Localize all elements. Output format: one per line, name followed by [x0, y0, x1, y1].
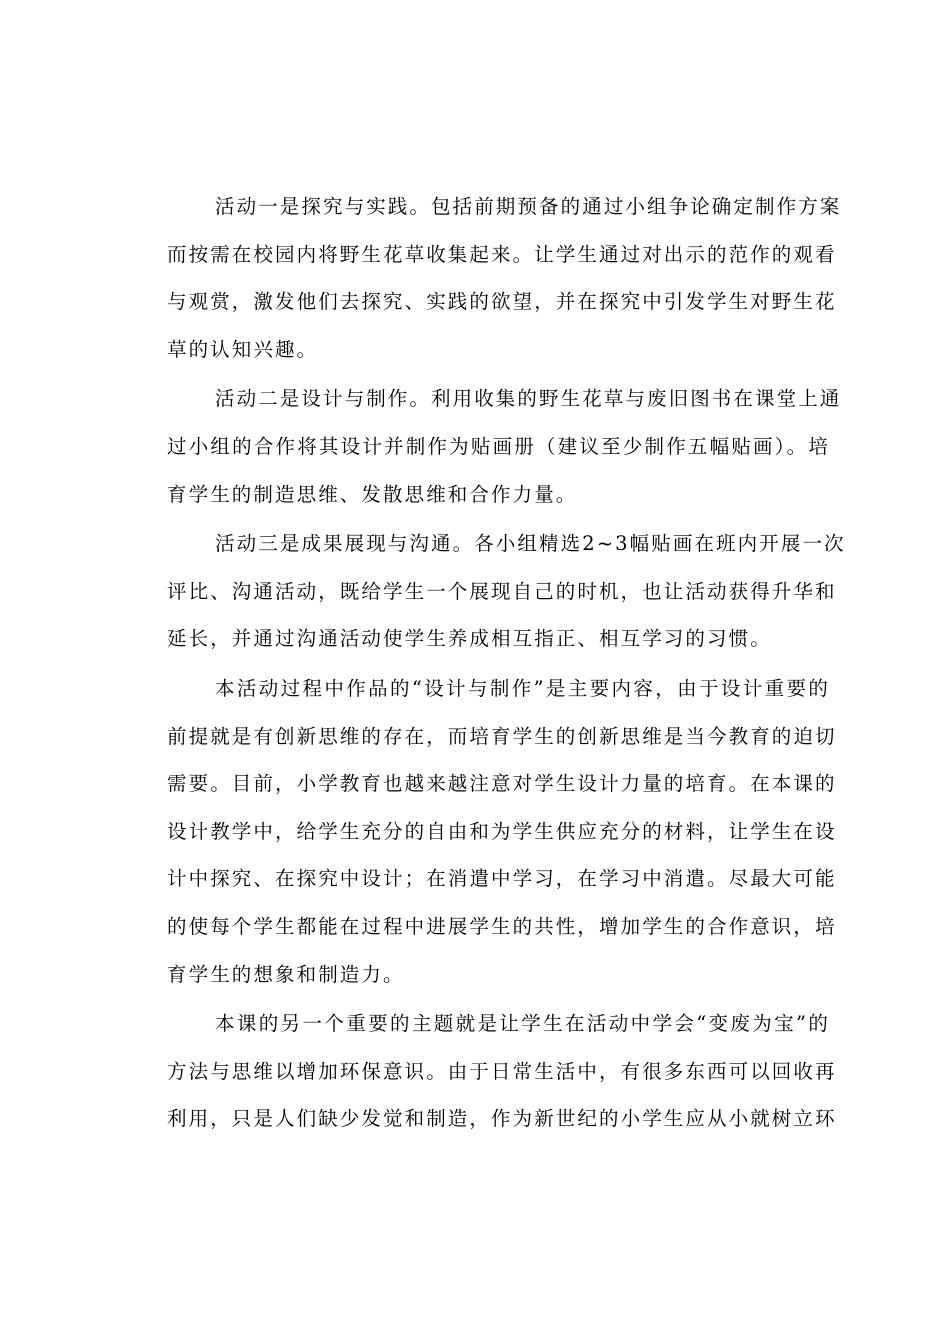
text-line: 而按需在校园内将野生花草收集起来。让学生通过对出示的范作的观看 — [167, 242, 837, 266]
text-line: 设计教学中，给学生充分的自由和为学生供应充分的材料，让学生在设 — [167, 819, 837, 843]
text-line: 本课的另一个重要的主题就是让学生在活动中学会“变废为宝”的 — [215, 1012, 830, 1036]
paragraph-activity-two — [128, 375, 842, 518]
text-line: 活动一是探究与实践。包括前期预备的通过小组争论确定制作方案 — [215, 195, 842, 218]
text-line: 与观赏，激发他们去探究、实践的欲望，并在探究中引发学生对野生花 — [167, 290, 837, 314]
text-line: 计中探究、在探究中设计；在消遣中学习，在学习中消遣。尽最大可能 — [167, 867, 837, 891]
text-line: 活动三是成果展现与沟通。各小组精选2~3幅贴画在班内开展一次 — [215, 532, 846, 556]
text-line: 利用，只是人们缺少发觉和制造，作为新世纪的小学生应从小就树立环 — [167, 1107, 837, 1131]
text-line: 需要。目前，小学教育也越来越注意对学生设计力量的培育。在本课的 — [167, 772, 837, 796]
text-line: 本活动过程中作品的“设计与制作”是主要内容，由于设计重要的 — [215, 676, 830, 700]
text-line: 评比、沟通活动，既给学生一个展现自己的时机，也让活动获得升华和 — [167, 579, 837, 603]
text-line: 育学生的想象和制造力。 — [167, 962, 405, 986]
text-line: 延长，并通过沟通活动使学生养成相互指正、相互学习的习惯。 — [167, 627, 772, 651]
paragraph-activity-three — [128, 520, 846, 663]
text-line: 活动二是设计与制作。利用收集的野生花草与废旧图书在课堂上通 — [215, 387, 842, 411]
text-line: 方法与思维以增加环保意识。由于日常生活中，有很多东西可以回收再 — [167, 1059, 837, 1083]
paragraph-recycling-theme — [128, 1000, 837, 1143]
text-line: 草的认知兴趣。 — [167, 337, 319, 361]
paragraph-design-and-making — [128, 665, 837, 998]
text-line: 的使每个学生都能在过程中进展学生的共性，增加学生的合作意识，培 — [167, 914, 837, 938]
paragraph-activity-one — [128, 183, 842, 373]
text-line: 育学生的制造思维、发散思维和合作力量。 — [167, 482, 578, 506]
text-line: 过小组的合作将其设计并制作为贴画册（建议至少制作五幅贴画）。培 — [167, 434, 830, 458]
document-body — [128, 183, 846, 1145]
text-line: 前提就是有创新思维的存在，而培育学生的创新思维是当今教育的迫切 — [167, 724, 837, 748]
